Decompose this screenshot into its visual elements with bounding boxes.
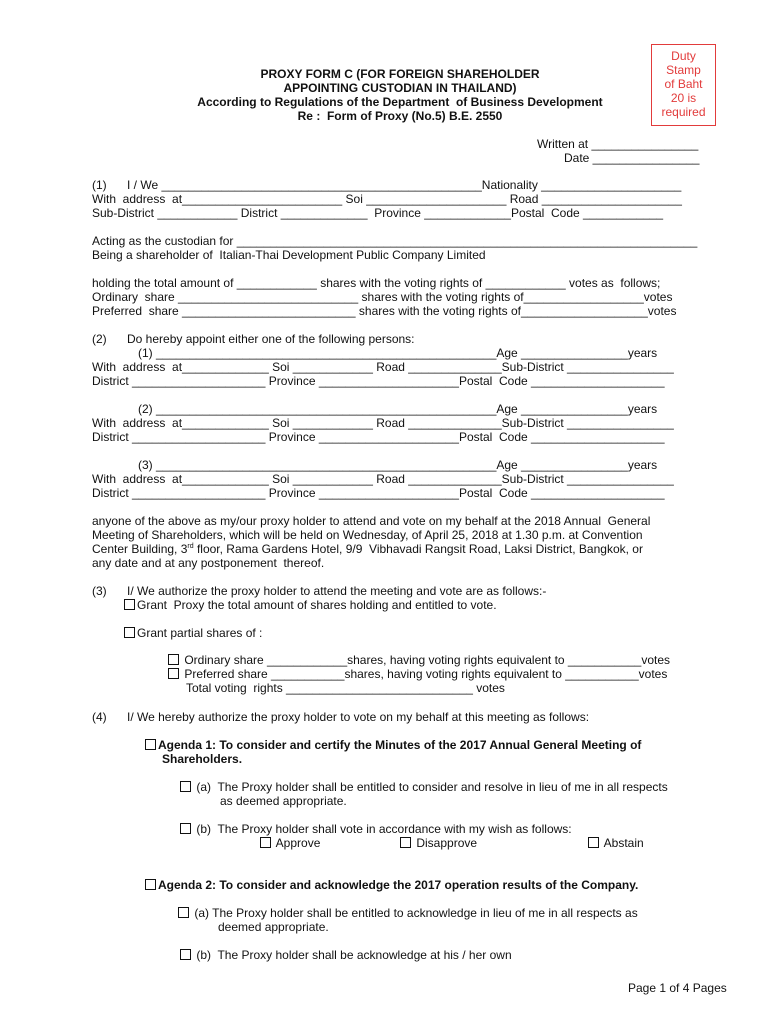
section-2-intro: Do hereby appoint either one of the following persons: [127,332,415,346]
proxy-2-name-field[interactable]: (2) ___________________________________________________Age ________________years [138,402,658,416]
proxy-1-name-field[interactable]: (1) ___________________________________________________Age ________________years [138,346,658,360]
agenda-2-a-checkbox[interactable] [178,907,189,918]
title-line-2: APPOINTING CUSTODIAN IN THAILAND) [283,81,517,95]
agenda-1-option-a[interactable] [180,780,668,794]
agenda-1-a-label: (a) The Proxy holder shall be entitled to consider and resolve in lieu of me in all respects [196,780,668,794]
preferred-shares-field[interactable]: Preferred share __________________________ shares with the voting rights of___________________votes [92,304,677,318]
section-4-number: (4) [92,710,107,724]
agenda-1-title: Agenda 1: To consider and certify the Minutes of the 2017 Annual General Meeting of [158,738,642,752]
meeting-text-line-3 [92,542,643,556]
ordinary-shares-field[interactable]: Ordinary share ___________________________ shares with the voting rights of__________________votes [92,290,673,304]
ordinary-checkbox[interactable] [168,654,179,665]
proxy-1-district-field[interactable]: District ____________________ Province _____________________Postal Code ____________________ [92,374,665,388]
custodian-field[interactable]: Acting as the custodian for _____________________________________________________________________ [92,234,698,248]
grant-total-checkbox[interactable] [124,599,135,610]
section-3-intro: I/ We authorize the proxy holder to attend the meeting and vote are as follows:- [127,584,547,598]
agenda-2-b-checkbox[interactable] [180,949,191,960]
disapprove-option[interactable] [400,836,477,850]
grant-total-label: Grant Proxy the total amount of shares holding and entitled to vote. [137,598,497,612]
date-field[interactable]: Date ________________ [564,151,700,165]
agenda-1-b-label: (b) The Proxy holder shall vote in accordance with my wish as follows: [196,822,572,836]
abstain-checkbox[interactable] [588,837,599,848]
title-line-1: PROXY FORM C (FOR FOREIGN SHAREHOLDER [260,67,540,81]
agenda-1-a-checkbox[interactable] [180,781,191,792]
agenda-1-b-checkbox[interactable] [180,823,191,834]
proxy-3-district-field[interactable]: District ____________________ Province _____________________Postal Code ____________________ [92,486,665,500]
agenda-1-option-b[interactable] [180,822,572,836]
approve-label: Approve [275,836,321,850]
disapprove-label: Disapprove [416,836,478,850]
page-number: Page 1 of 4 Pages [628,981,727,995]
agenda-2-a-label: (a) The Proxy holder shall be entitled to acknowledge in lieu of me in all respects as [194,906,638,920]
section-1-number: (1) [92,178,107,192]
proxy-2-address-field[interactable]: With address at_____________ Soi ____________ Road ______________Sub-District ________________ [92,416,674,430]
agenda-2-b-label: (b) The Proxy holder shall be acknowledge at his / her own [196,948,512,962]
approve-checkbox[interactable] [260,837,271,848]
shareholder-line: Being a shareholder of Italian-Thai Development Public Company Limited [92,248,486,262]
duty-stamp-box [651,44,716,126]
proxy-3-name-field[interactable]: (3) ___________________________________________________Age ________________years [138,458,658,472]
preferred-option[interactable] [168,667,667,681]
stamp-line-5: required [661,105,706,119]
ordinary-option[interactable] [168,653,670,667]
meeting-text-line-1: anyone of the above as my/our proxy holder to attend and vote on my behalf at the 2018 Annual General [92,514,651,528]
abstain-option[interactable] [588,836,644,850]
agenda-1-a-label-line-2: as deemed appropriate. [220,794,347,808]
approve-option[interactable] [260,836,320,850]
address-field[interactable]: With address at________________________ Soi _____________________ Road _____________________ [92,192,682,206]
agenda-2-option-b[interactable] [180,948,512,962]
preferred-field[interactable]: Preferred share ___________shares, having voting rights equivalent to ___________votes [184,667,668,681]
preferred-checkbox[interactable] [168,668,179,679]
disapprove-checkbox[interactable] [400,837,411,848]
agenda-1-title-line-2: Shareholders. [162,752,243,766]
agenda-2-option[interactable] [145,878,638,892]
stamp-line-3: of Baht [664,77,703,91]
total-voting-rights-field[interactable]: Total voting rights ____________________________ votes [186,681,505,695]
agenda-2-a-label-line-2: deemed appropriate. [218,920,329,934]
grant-total-option[interactable] [124,598,497,612]
district-field[interactable]: Sub-District ____________ District _____________ Province _____________Postal Code ____________ [92,206,664,220]
meeting-text-line-4: any date and at any postponement thereof. [92,556,325,570]
proxy-2-district-field[interactable]: District ____________________ Province _____________________Postal Code ____________________ [92,430,665,444]
proxy-3-address-field[interactable]: With address at_____________ Soi ____________ Road ______________Sub-District ________________ [92,472,674,486]
agenda-1-checkbox[interactable] [145,739,156,750]
agenda-2-checkbox[interactable] [145,879,156,890]
total-shares-field[interactable]: holding the total amount of ____________ shares with the voting rights of ____________ votes as follows; [92,276,661,290]
meeting-text-line-2: Meeting of Shareholders, which will be held on Wednesday, of April 25, 2018 at 1.30 p.m. at Convention [92,528,643,542]
stamp-line-2: Stamp [666,63,701,77]
stamp-line-1: Duty [671,49,696,63]
title-line-3: According to Regulations of the Department of Business Development [197,95,603,109]
grant-partial-checkbox[interactable] [124,627,135,638]
agenda-1-option[interactable] [145,738,641,752]
meeting-text-line-3b: floor, Rama Gardens Hotel, 9/9 Vibhavadi Rangsit Road, Laksi District, Bangkok, or [193,542,643,556]
grant-partial-label: Grant partial shares of : [137,626,263,640]
name-nationality-field[interactable]: I / We ________________________________________________Nationality _____________________ [127,178,682,192]
ordinal-suffix: rd [187,543,194,550]
section-4-intro: I/ We hereby authorize the proxy holder to vote on my behalf at this meeting as follows: [127,710,590,724]
agenda-2-option-a[interactable] [178,906,638,920]
proxy-1-address-field[interactable]: With address at_____________ Soi ____________ Road ______________Sub-District ________________ [92,360,674,374]
section-2-number: (2) [92,332,107,346]
agenda-2-title: Agenda 2: To consider and acknowledge the 2017 operation results of the Company. [158,878,639,892]
grant-partial-option[interactable] [124,626,262,640]
meeting-text-line-3a: Center Building, 3 [92,542,188,556]
section-3-number: (3) [92,584,107,598]
ordinary-field[interactable]: Ordinary share ____________shares, having voting rights equivalent to ___________votes [184,653,671,667]
written-at-field[interactable]: Written at ________________ [537,137,699,151]
stamp-line-4: 20 is [670,91,697,105]
title-line-4: Re : Form of Proxy (No.5) B.E. 2550 [297,109,503,123]
abstain-label: Abstain [603,836,644,850]
